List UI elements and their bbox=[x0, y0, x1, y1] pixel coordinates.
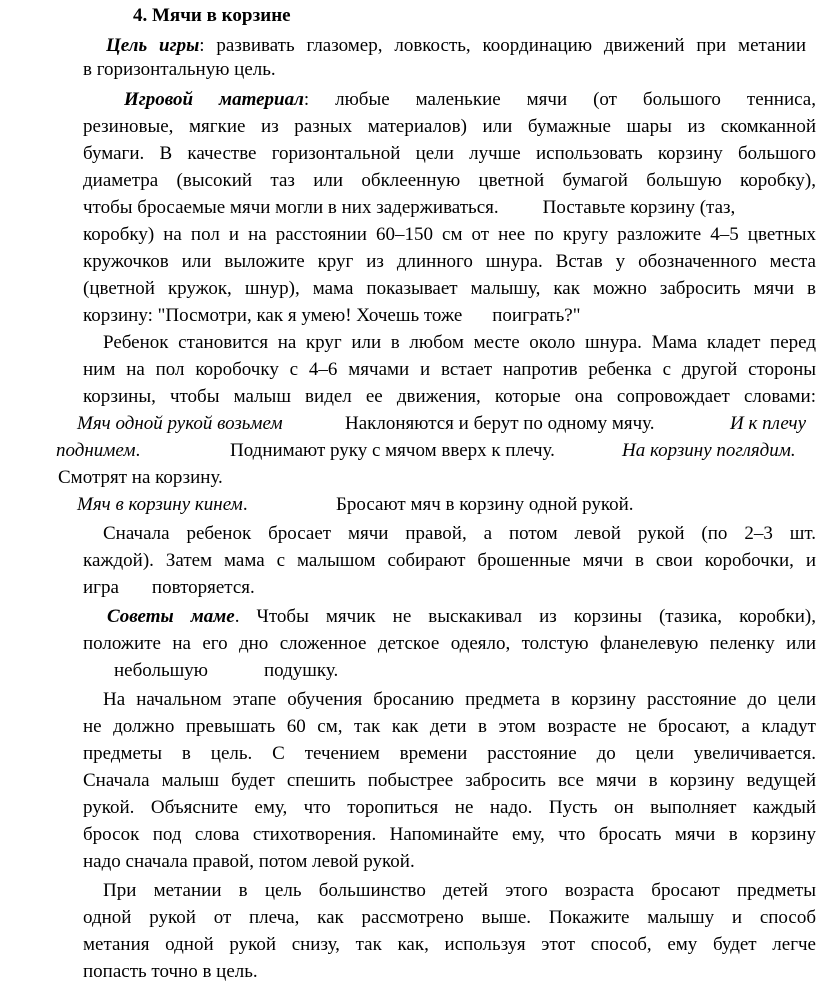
goal-text-2: в горизонтальную цель. bbox=[83, 59, 276, 80]
intro-line-3 bbox=[83, 384, 816, 410]
stage-line-6 bbox=[83, 822, 816, 848]
repeat-line-1 bbox=[103, 521, 816, 547]
material-text-8: (цветной кружок, шнур), мама показывает малышу, как можно забросить мячи в bbox=[83, 278, 816, 299]
throw-text-3: метания одной рукой снизу, так как, используя этот способ, ему будет легче bbox=[83, 934, 816, 955]
verse-2-italic-2-text: На корзину поглядим. bbox=[622, 440, 796, 461]
tips-text-2: положите на его дно сложенное детское одеяло, толстую фланелевую пеленку или bbox=[83, 633, 816, 654]
stage-text-6: бросок под слова стихотворения. Напоминайте ему, что бросать мячи в корзину bbox=[83, 824, 816, 845]
stage-line-2 bbox=[83, 714, 816, 740]
verse-line-4-italic bbox=[77, 492, 248, 518]
intro-text-2: ним на пол коробочку с 4–6 мячами и встает напротив ребенка с другой стороны bbox=[83, 359, 816, 380]
stage-text-3: предметы в цель. С течением времени расстояние до цели увеличивается. bbox=[83, 743, 816, 764]
tips-line-3 bbox=[114, 658, 338, 684]
verse-2-dot: . bbox=[135, 440, 141, 461]
material-line-5 bbox=[83, 195, 735, 221]
verse-line-2-action bbox=[230, 438, 555, 464]
verse-3-action-text: Смотрят на корзину. bbox=[58, 467, 223, 488]
stage-text-1: На начальном этапе обучения бросанию предмета в корзину расстояние до цели bbox=[103, 689, 816, 710]
repeat-line-3 bbox=[83, 575, 255, 601]
tips-label: Советы маме bbox=[107, 606, 235, 627]
material-text-3: бумаги. В качестве горизонтальной цели лучше использовать корзину большого bbox=[83, 143, 816, 164]
material-text-9b: поиграть?" bbox=[492, 305, 581, 326]
stage-line-1 bbox=[103, 687, 816, 713]
material-text-7: кружочков или выложите круг из длинного шнура. Встав у обозначенного места bbox=[83, 251, 816, 272]
tips-line-1 bbox=[107, 604, 816, 630]
repeat-line-2 bbox=[83, 548, 816, 574]
tips-text-3a: небольшую bbox=[114, 660, 208, 681]
verse-line-1-italic bbox=[77, 411, 283, 437]
material-text-9a: корзину: "Посмотри, как я умею! Хочешь тоже bbox=[83, 305, 463, 326]
stage-line-4 bbox=[83, 768, 816, 794]
verse-line-1-action bbox=[345, 411, 655, 437]
stage-text-2: не должно превышать 60 см, так как дети в этом возрасте не бросают, а кладут bbox=[83, 716, 816, 737]
stage-text-5: рукой. Объясните ему, что торопиться не надо. Пусть он выполняет каждый bbox=[83, 797, 816, 818]
throw-text-2: одной рукой от плеча, как рассмотрено выше. Покажите малышу и способ bbox=[83, 907, 816, 928]
intro-text-1: Ребенок становится на круг или в любом месте около шнура. Мама кладет перед bbox=[103, 332, 816, 353]
material-line-1 bbox=[124, 87, 816, 113]
material-line-9 bbox=[83, 303, 581, 329]
goal-line-1 bbox=[106, 33, 806, 59]
material-line-8 bbox=[83, 276, 816, 302]
verse-4-action-text: Бросают мяч в корзину одной рукой. bbox=[336, 494, 634, 515]
intro-line-1 bbox=[103, 330, 816, 356]
verse-1-action-text: Наклоняются и берут по одному мячу. bbox=[345, 413, 655, 434]
stage-line-5 bbox=[83, 795, 816, 821]
repeat-text-1: Сначала ребенок бросает мячи правой, а потом левой рукой (по 2–3 шт. bbox=[103, 523, 816, 544]
tips-text-1: . Чтобы мячик не выскакивал из корзины (тазика, коробки), bbox=[234, 606, 816, 627]
material-label: Игровой материал bbox=[124, 89, 304, 110]
section-heading bbox=[133, 3, 291, 29]
throw-text-4: попасть точно в цель. bbox=[83, 961, 258, 982]
goal-line-2 bbox=[83, 57, 276, 83]
material-text: : любые маленькие мячи (от большого тенниса, bbox=[303, 89, 816, 110]
goal-label: Цель игры bbox=[106, 35, 200, 56]
verse-line-2-italic bbox=[56, 438, 140, 464]
material-line-6 bbox=[83, 222, 816, 248]
material-line-7 bbox=[83, 249, 816, 275]
verse-line-2-italic-2 bbox=[622, 438, 796, 464]
repeat-text-2: каждой). Затем мама с малышом собирают брошенные мячи в свои коробочки, и bbox=[83, 550, 816, 571]
verse-1-italic-2-text: И к плечу bbox=[730, 413, 807, 434]
intro-line-2 bbox=[83, 357, 816, 383]
stage-text-4: Сначала малыш будет спешить побыстрее забросить все мячи в корзину ведущей bbox=[83, 770, 816, 791]
stage-text-7: надо сначала правой, потом левой рукой. bbox=[83, 851, 415, 872]
throw-line-1 bbox=[103, 878, 816, 904]
repeat-text-3b: повторяется. bbox=[151, 577, 255, 598]
material-line-3 bbox=[83, 141, 816, 167]
material-text-5a: чтобы бросаемые мячи могли в них задерживаться. bbox=[83, 197, 499, 218]
material-text-5b: Поставьте корзину (таз, bbox=[542, 197, 736, 218]
material-line-4 bbox=[83, 168, 816, 194]
verse-2-action-text: Поднимают руку с мячом вверх к плечу. bbox=[230, 440, 555, 461]
material-text-2: резиновые, мягкие из разных материалов) или бумажные шары из скомканной bbox=[83, 116, 816, 137]
repeat-text-3a: игра bbox=[83, 577, 119, 598]
verse-line-3-action bbox=[58, 465, 223, 491]
stage-line-3 bbox=[83, 741, 816, 767]
intro-text-3: корзины, чтобы малыш видел ее движения, которые она сопровождает словами: bbox=[83, 386, 816, 407]
throw-line-3 bbox=[83, 932, 816, 958]
material-text-6: коробку) на пол и на расстоянии 60–150 см от нее по кругу разложите 4–5 цветных bbox=[83, 224, 816, 245]
tips-text-3b: подушку. bbox=[264, 660, 339, 681]
throw-line-4 bbox=[83, 959, 258, 985]
verse-line-4-action bbox=[336, 492, 634, 518]
verse-4-italic-text: Мяч в корзину кинем bbox=[77, 494, 243, 515]
throw-text-1: При метании в цель большинство детей этого возраста бросают предметы bbox=[103, 880, 816, 901]
verse-2-italic-text: поднимем bbox=[56, 440, 136, 461]
section-heading-text: 4. Мячи в корзине bbox=[133, 5, 291, 26]
verse-line-1-italic-2 bbox=[730, 411, 806, 437]
stage-line-7 bbox=[83, 849, 415, 875]
verse-4-dot: . bbox=[242, 494, 248, 515]
goal-text: : развивать глазомер, ловкость, координацию движений при метании bbox=[199, 35, 806, 56]
tips-line-2 bbox=[83, 631, 816, 657]
material-line-2 bbox=[83, 114, 816, 140]
throw-line-2 bbox=[83, 905, 816, 931]
verse-1-italic-text: Мяч одной рукой возьмем bbox=[77, 413, 283, 434]
material-text-4: диаметра (высокий таз или обклеенную цветной бумагой большую коробку), bbox=[83, 170, 816, 191]
